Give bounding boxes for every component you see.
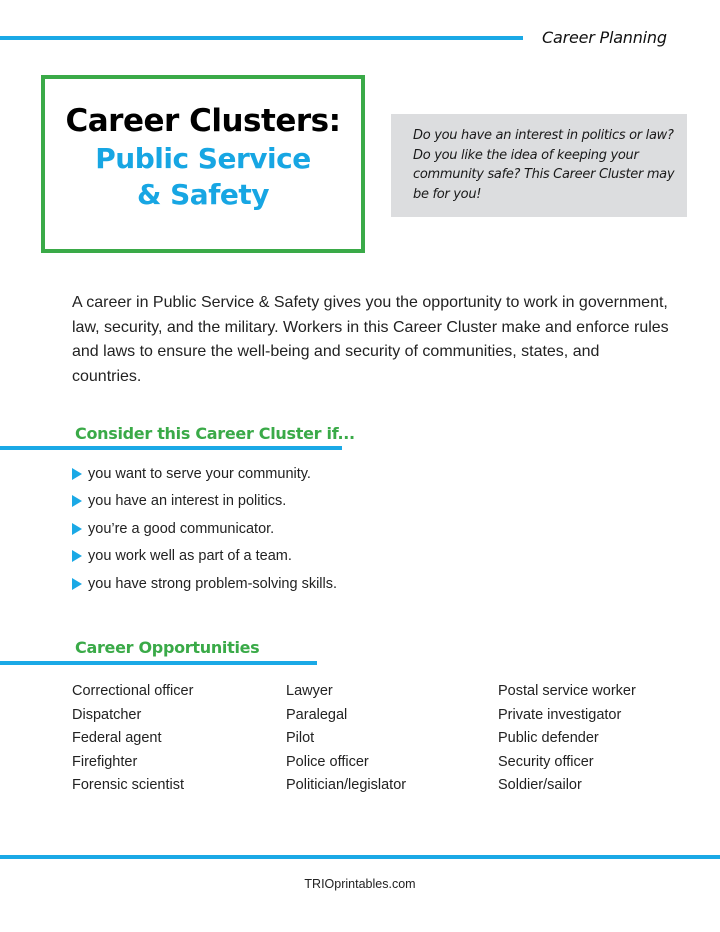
opportunities-section-title: Career Opportunities: [75, 638, 260, 657]
consider-section-rule: [0, 446, 342, 450]
career-item: Dispatcher: [72, 706, 142, 723]
opportunities-section-rule: [0, 661, 317, 665]
triangle-right-icon: [72, 523, 82, 535]
consider-section-title: Consider this Career Cluster if...: [75, 424, 355, 443]
career-item: Federal agent: [72, 730, 162, 747]
career-item: Pilot: [286, 730, 315, 747]
triangle-right-icon: [72, 468, 82, 480]
footer-site-name: TRIOprintables.com: [304, 877, 416, 891]
career-item: Firefighter: [72, 753, 138, 770]
career-item: Lawyer: [286, 683, 333, 699]
career-item: Politician/legislator: [286, 777, 407, 794]
list-item: [72, 570, 337, 598]
list-item-text: you want to serve your community.: [88, 465, 311, 482]
career-item: Soldier/sailor: [498, 777, 582, 794]
header-label: Career Planning: [542, 28, 667, 47]
career-column-1: [72, 680, 286, 798]
footer-rule: [0, 855, 720, 859]
career-item: Postal service worker: [498, 683, 636, 699]
list-item: [72, 488, 337, 516]
career-opportunities-grid: [72, 680, 698, 798]
title-subheading-line2: & Safety: [136, 178, 270, 211]
title-subheading-line1: Public Service: [95, 142, 311, 175]
career-item: Police officer: [286, 753, 369, 770]
career-column-2: [286, 680, 498, 798]
list-item: [72, 515, 337, 543]
career-item: Public defender: [498, 730, 599, 747]
career-item: Private investigator: [498, 706, 622, 723]
career-item: Correctional officer: [72, 683, 194, 699]
career-item: Paralegal: [286, 706, 348, 723]
career-column-3: [498, 680, 698, 798]
callout-box: Do you have an interest in politics or law? Do you like the idea of keeping your community safe? This Career Cluster may be for you!: [391, 114, 687, 217]
title-heading: Career Clusters:: [65, 103, 341, 139]
intro-paragraph: A career in Public Service & Safety gives you the opportunity to work in government, law, security, and the military. Workers in this Career Cluster make and enforce rules and laws to ensure the well-being and security of communities, states, and countries.: [72, 294, 669, 385]
list-item-text: you work well as part of a team.: [88, 548, 292, 565]
career-item: Forensic scientist: [72, 777, 185, 794]
list-item-text: you have an interest in politics.: [88, 493, 287, 510]
list-item-text: you have strong problem-solving skills.: [88, 575, 338, 592]
consider-list: [72, 460, 337, 598]
triangle-right-icon: [72, 495, 82, 507]
triangle-right-icon: [72, 578, 82, 590]
list-item: [72, 543, 337, 571]
title-box: [41, 75, 365, 253]
list-item: [72, 460, 337, 488]
header-rule: [0, 36, 523, 40]
career-item: Security officer: [498, 753, 594, 770]
triangle-right-icon: [72, 550, 82, 562]
list-item-text: you’re a good communicator.: [88, 520, 275, 537]
